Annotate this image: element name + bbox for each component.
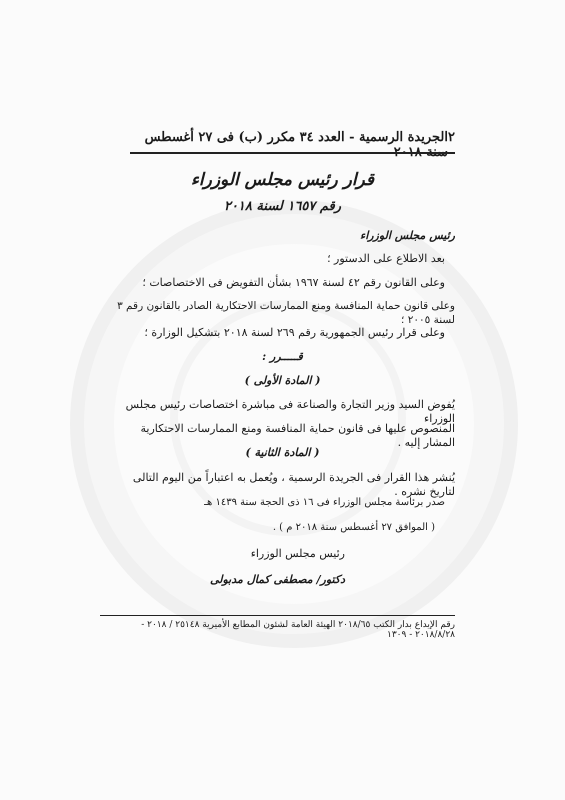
header-divider: [130, 152, 455, 154]
legal-deposit-footer: رقم الإيداع بدار الكتب ٢٠١٨/٦٥ الهيئة العامة لشئون المطابع الأميرية ٢٥١٤٨ / ٢٠١٨ - ٢٠١٨/٨/٢٨ - ١٣٠٩: [141, 620, 455, 640]
decided-heading: قـــــرر :: [262, 350, 303, 363]
article-1-line-2: المنصوص عليها فى قانون حماية المنافسة ومنع الممارسات الاحتكارية المشار إليه .: [140, 422, 455, 450]
gazette-header-text: الجريدة الرسمية - العدد ٣٤ مكرر (ب) فى ٢٧ أغسطس سنة ٢٠١٨: [144, 130, 449, 160]
issued-line-1: صدر برئاسة مجلس الوزراء فى ١٦ ذى الحجة سنة ١٤٣٩ هـ: [204, 497, 445, 508]
preamble-line-4: وعلى قرار رئيس الجمهورية رقم ٢٦٩ لسنة ٢٠١٨ بتشكيل الوزارة ؛: [144, 326, 445, 339]
article-2-line-1: يُنشر هذا القرار فى الجريدة الرسمية ، ويُعمل به اعتباراً من اليوم التالى لتاريخ نشره .: [132, 471, 455, 499]
decree-title: قرار رئيس مجلس الوزراء: [190, 170, 375, 190]
page-header: [130, 130, 455, 160]
article-2-heading: ( المادة الثانية ): [245, 446, 320, 459]
page-number: ٢: [448, 130, 455, 145]
article-1-line-1: يُفوض السيد وزير التجارة والصناعة فى مباشرة اختصاصات رئيس مجلس الوزراء: [125, 398, 455, 426]
preamble-line-3: وعلى قانون حماية المنافسة ومنع الممارسات الاحتكارية الصادر بالقانون رقم ٣ لسنة ٢٠٠٥ ؛: [117, 300, 455, 326]
signature-role: رئيس مجلس الوزراء: [250, 547, 345, 560]
preamble-line-2: وعلى القانون رقم ٤٢ لسنة ١٩٦٧ بشأن التفويض فى الاختصاصات ؛: [142, 276, 445, 289]
preamble-line-1: بعد الاطلاع على الدستور ؛: [327, 252, 445, 265]
signature-name: دكتور/ مصطفى كمال مدبولى: [209, 573, 345, 586]
footer-divider: [100, 615, 455, 616]
issued-line-2: ( الموافق ٢٧ أغسطس سنة ٢٠١٨ م ) .: [272, 522, 435, 533]
decree-number: رقم ١٦٥٧ لسنة ٢٠١٨: [223, 199, 342, 214]
issuer-heading: رئيس مجلس الوزراء: [360, 229, 455, 242]
article-1-heading: ( المادة الأولى ): [244, 374, 321, 387]
